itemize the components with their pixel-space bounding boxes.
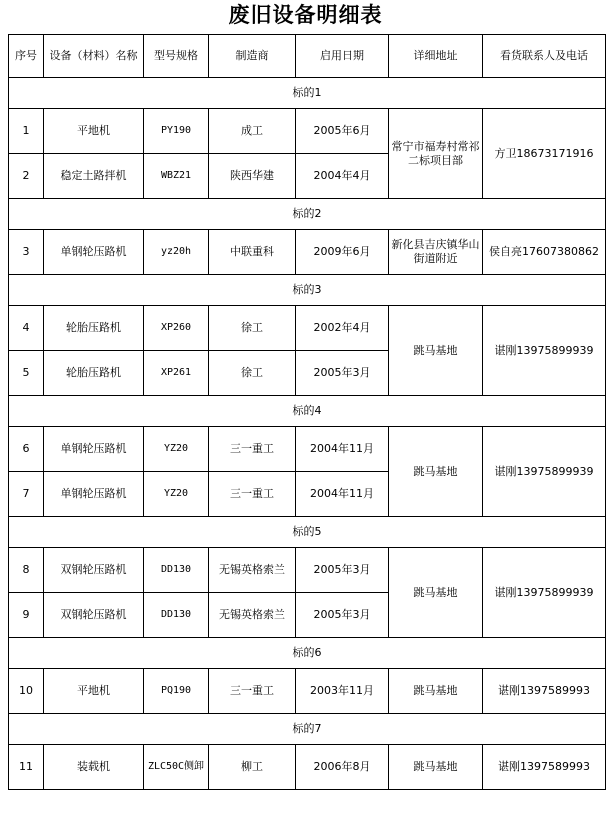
header-row xyxy=(9,35,606,78)
table-row xyxy=(9,230,606,275)
cell-model: YZ20 xyxy=(144,472,209,517)
cell-model: DD130 xyxy=(144,593,209,638)
table-row xyxy=(9,745,606,790)
cell-address: 跳马基地 xyxy=(389,548,483,638)
section-row xyxy=(9,275,606,306)
header-name: 设备（材料）名称 xyxy=(44,35,144,78)
cell-maker: 三一重工 xyxy=(209,472,296,517)
cell-maker: 成工 xyxy=(209,109,296,154)
cell-address: 常宁市福寿村常祁二标项目部 xyxy=(389,109,483,199)
section-row xyxy=(9,638,606,669)
cell-name: 单钢轮压路机 xyxy=(44,230,144,275)
cell-no: 4 xyxy=(9,306,44,351)
header-contact: 看货联系人及电话 xyxy=(483,35,606,78)
cell-date: 2005年3月 xyxy=(296,548,389,593)
table-row xyxy=(9,548,606,593)
header-maker: 制造商 xyxy=(209,35,296,78)
section-row xyxy=(9,714,606,745)
cell-date: 2006年8月 xyxy=(296,745,389,790)
table-row xyxy=(9,109,606,154)
table-row xyxy=(9,427,606,472)
section-row xyxy=(9,396,606,427)
cell-maker: 三一重工 xyxy=(209,427,296,472)
cell-maker: 三一重工 xyxy=(209,669,296,714)
cell-model: XP260 xyxy=(144,306,209,351)
cell-name: 轮胎压路机 xyxy=(44,306,144,351)
cell-contact: 谌刚1397589993 xyxy=(483,669,606,714)
cell-name: 单钢轮压路机 xyxy=(44,427,144,472)
cell-address: 跳马基地 xyxy=(389,427,483,517)
cell-contact: 谌刚13975899939 xyxy=(483,427,606,517)
table-row xyxy=(9,306,606,351)
cell-model: XP261 xyxy=(144,351,209,396)
cell-no: 8 xyxy=(9,548,44,593)
cell-model: PY190 xyxy=(144,109,209,154)
cell-maker: 徐工 xyxy=(209,351,296,396)
section-label: 标的7 xyxy=(9,714,606,745)
cell-date: 2004年11月 xyxy=(296,472,389,517)
section-label: 标的5 xyxy=(9,517,606,548)
cell-name: 装载机 xyxy=(44,745,144,790)
page-title: 废旧设备明细表 xyxy=(228,2,383,27)
cell-model: yz20h xyxy=(144,230,209,275)
cell-no: 10 xyxy=(9,669,44,714)
section-label: 标的2 xyxy=(9,199,606,230)
cell-no: 2 xyxy=(9,154,44,199)
cell-name: 稳定土路拌机 xyxy=(44,154,144,199)
cell-maker: 柳工 xyxy=(209,745,296,790)
cell-name: 双钢轮压路机 xyxy=(44,593,144,638)
header-model: 型号规格 xyxy=(144,35,209,78)
cell-maker: 无锡英格索兰 xyxy=(209,548,296,593)
cell-no: 7 xyxy=(9,472,44,517)
cell-model: WBZ21 xyxy=(144,154,209,199)
cell-no: 9 xyxy=(9,593,44,638)
cell-name: 双钢轮压路机 xyxy=(44,548,144,593)
cell-contact: 谌刚13975899939 xyxy=(483,306,606,396)
cell-date: 2005年3月 xyxy=(296,593,389,638)
equipment-table xyxy=(8,34,606,790)
cell-maker: 无锡英格索兰 xyxy=(209,593,296,638)
cell-model: PQ190 xyxy=(144,669,209,714)
cell-name: 单钢轮压路机 xyxy=(44,472,144,517)
cell-contact: 方卫18673171916 xyxy=(483,109,606,199)
section-label: 标的3 xyxy=(9,275,606,306)
cell-no: 6 xyxy=(9,427,44,472)
cell-contact: 侯自亮17607380862 xyxy=(483,230,606,275)
cell-address: 跳马基地 xyxy=(389,745,483,790)
header-no: 序号 xyxy=(9,35,44,78)
cell-name: 平地机 xyxy=(44,669,144,714)
cell-date: 2009年6月 xyxy=(296,230,389,275)
cell-model: DD130 xyxy=(144,548,209,593)
cell-contact: 谌刚1397589993 xyxy=(483,745,606,790)
cell-date: 2005年6月 xyxy=(296,109,389,154)
cell-no: 11 xyxy=(9,745,44,790)
section-label: 标的1 xyxy=(9,78,606,109)
section-row xyxy=(9,199,606,230)
cell-name: 平地机 xyxy=(44,109,144,154)
cell-maker: 陕西华建 xyxy=(209,154,296,199)
header-address: 详细地址 xyxy=(389,35,483,78)
cell-model: YZ20 xyxy=(144,427,209,472)
cell-maker: 徐工 xyxy=(209,306,296,351)
cell-date: 2004年11月 xyxy=(296,427,389,472)
cell-name: 轮胎压路机 xyxy=(44,351,144,396)
cell-contact: 谌刚13975899939 xyxy=(483,548,606,638)
cell-maker: 中联重科 xyxy=(209,230,296,275)
section-row xyxy=(9,517,606,548)
cell-address: 新化县吉庆镇华山街道附近 xyxy=(389,230,483,275)
table-row xyxy=(9,669,606,714)
section-label: 标的6 xyxy=(9,638,606,669)
cell-address: 跳马基地 xyxy=(389,306,483,396)
cell-no: 5 xyxy=(9,351,44,396)
cell-date: 2002年4月 xyxy=(296,306,389,351)
section-row xyxy=(9,78,606,109)
cell-no: 1 xyxy=(9,109,44,154)
cell-model: ZLC50C侧卸 xyxy=(144,745,209,790)
header-date: 启用日期 xyxy=(296,35,389,78)
cell-date: 2003年11月 xyxy=(296,669,389,714)
section-label: 标的4 xyxy=(9,396,606,427)
cell-date: 2004年4月 xyxy=(296,154,389,199)
cell-address: 跳马基地 xyxy=(389,669,483,714)
cell-no: 3 xyxy=(9,230,44,275)
table-body xyxy=(9,78,606,790)
cell-date: 2005年3月 xyxy=(296,351,389,396)
